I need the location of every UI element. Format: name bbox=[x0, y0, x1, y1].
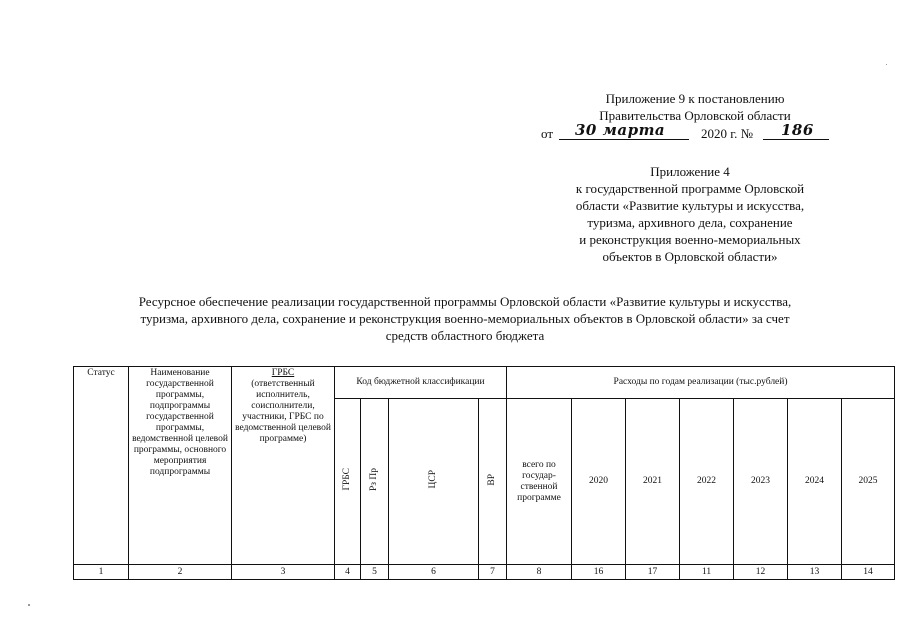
th-col-grbs bbox=[335, 399, 361, 565]
th-col-total: всего по государ-ственной программе bbox=[507, 399, 572, 565]
col-number: 11 bbox=[680, 565, 734, 580]
scan-speck bbox=[28, 604, 30, 606]
col-number: 4 bbox=[335, 565, 361, 580]
col-number: 12 bbox=[734, 565, 788, 580]
th-year: 2021 bbox=[626, 399, 680, 565]
th-budget-code: Код бюджетной классификации bbox=[335, 367, 507, 399]
title-line: туризма, архивного дела, сохранение и реконструкция военно-мемориальных объектов в Орловской области» за счет bbox=[140, 311, 790, 326]
title-line: средств областного бюджета bbox=[385, 328, 545, 343]
th-year: 2022 bbox=[680, 399, 734, 565]
col-number: 7 bbox=[479, 565, 507, 580]
col-number: 16 bbox=[572, 565, 626, 580]
col-number: 5 bbox=[361, 565, 389, 580]
th-col-vr bbox=[479, 399, 507, 565]
th-year: 2020 bbox=[572, 399, 626, 565]
order-prefix: от bbox=[541, 126, 554, 141]
th-col-csr-label: ЦСР bbox=[428, 470, 438, 489]
col-number: 13 bbox=[788, 565, 842, 580]
th-status: Статус bbox=[74, 367, 129, 565]
header-row-top bbox=[74, 367, 895, 399]
th-grbs bbox=[232, 367, 335, 565]
appendix9-line2: Правительства Орловской области bbox=[599, 108, 791, 123]
th-year: 2023 bbox=[734, 399, 788, 565]
col-number: 6 bbox=[389, 565, 479, 580]
th-grbs-sub: (ответственный исполнитель, соисполнители, участники, ГРБС по ведомственной целевой программе) bbox=[235, 379, 331, 444]
order-year: 2020 г. № bbox=[701, 126, 754, 141]
th-grbs-title: ГРБС bbox=[271, 368, 295, 378]
appendix4-line: области «Развитие культуры и искусства, bbox=[575, 198, 805, 213]
th-col-grbs-label: ГРБС bbox=[342, 468, 352, 491]
th-col-vr-label: ВР bbox=[487, 473, 497, 486]
appendix4-line: к государственной программе Орловской bbox=[575, 181, 805, 196]
appendix4-line: объектов в Орловской области» bbox=[602, 249, 778, 264]
th-name: Наименование государственной программы, подпрограммы государственной программы, ведомственной целевой программы, основного мероприятия подпрограммы bbox=[129, 367, 232, 565]
col-number: 8 bbox=[507, 565, 572, 580]
resource-table bbox=[73, 366, 895, 580]
appendix4-line: Приложение 4 bbox=[650, 164, 730, 179]
document-title bbox=[70, 293, 860, 344]
appendix4-header bbox=[535, 163, 845, 265]
col-number: 2 bbox=[129, 565, 232, 580]
column-number-row bbox=[74, 565, 895, 580]
handwritten-number: 186 bbox=[781, 121, 814, 139]
th-col-csr bbox=[389, 399, 479, 565]
appendix4-line: и реконструкция военно-мемориальных bbox=[579, 232, 801, 247]
th-year: 2024 bbox=[788, 399, 842, 565]
col-number: 1 bbox=[74, 565, 129, 580]
col-number: 14 bbox=[842, 565, 895, 580]
appendix9-line1: Приложение 9 к постановлению bbox=[605, 91, 785, 106]
order-date-line bbox=[541, 122, 831, 142]
col-number: 3 bbox=[232, 565, 335, 580]
scan-speck bbox=[886, 64, 887, 65]
handwritten-date: 30 марта bbox=[575, 121, 666, 139]
appendix4-line: туризма, архивного дела, сохранение bbox=[587, 215, 793, 230]
appendix9-header bbox=[560, 90, 830, 124]
title-line: Ресурсное обеспечение реализации государственной программы Орловской области «Развитие культуры и искусства, bbox=[138, 294, 792, 309]
col-number: 17 bbox=[626, 565, 680, 580]
th-expenses: Расходы по годам реализации (тыс.рублей) bbox=[507, 367, 895, 399]
th-year: 2025 bbox=[842, 399, 895, 565]
th-col-rzpr bbox=[361, 399, 389, 565]
th-col-rzpr-label: Рз Пр bbox=[369, 467, 379, 492]
